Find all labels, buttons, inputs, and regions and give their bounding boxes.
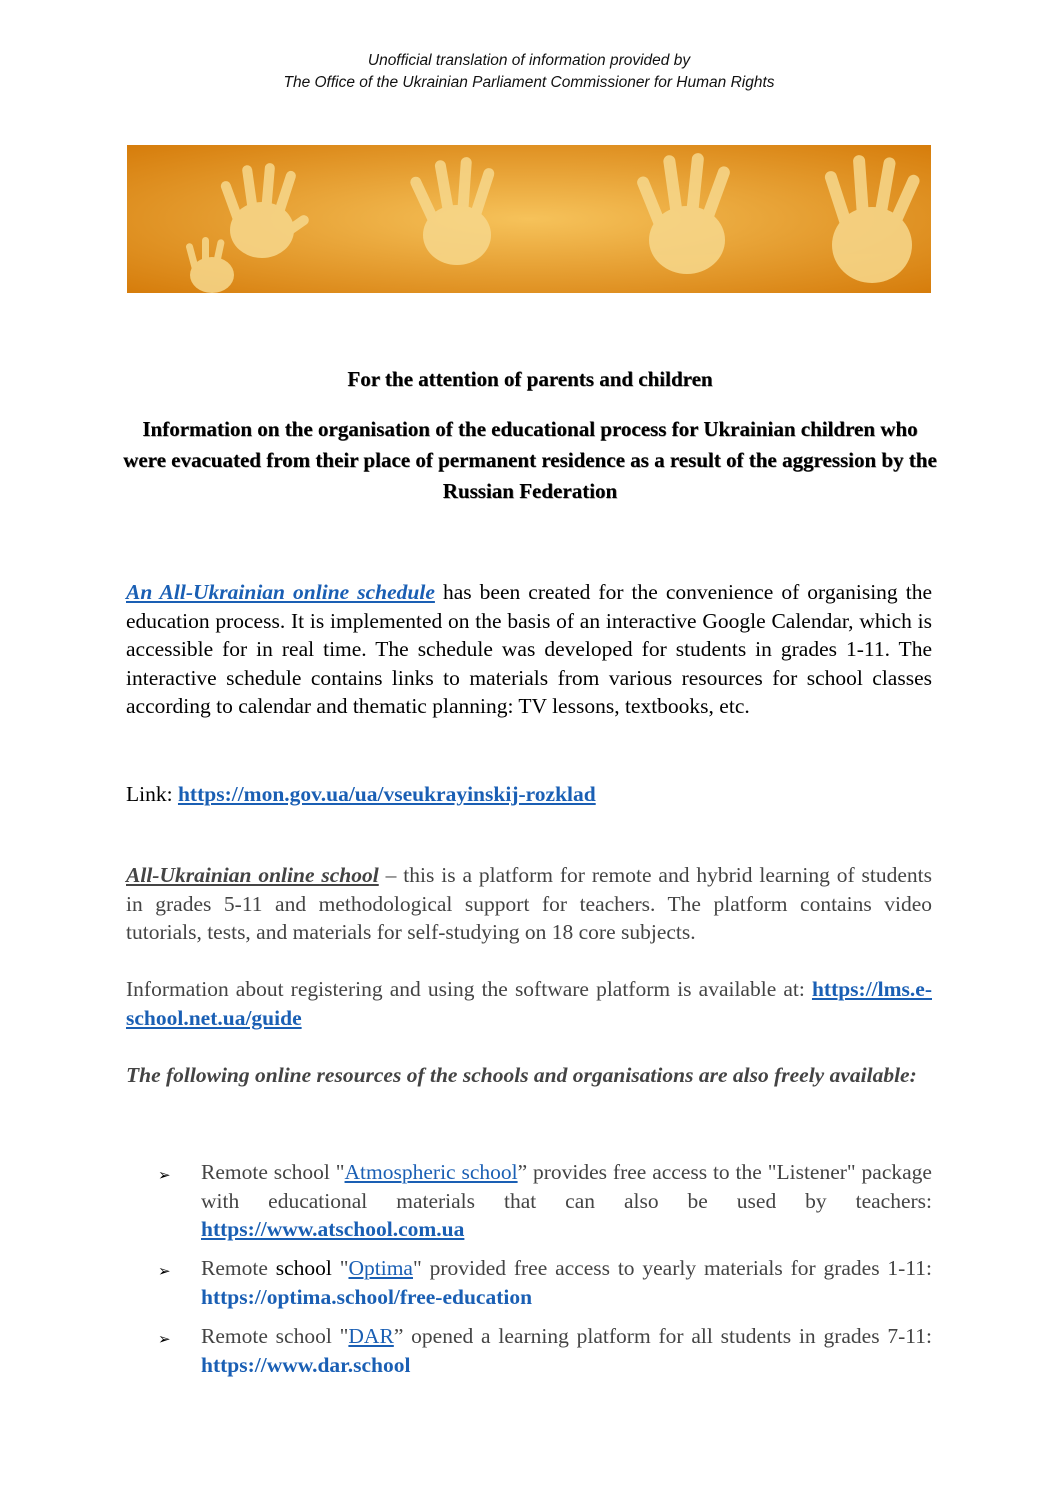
schedule-body: has been created for the convenience of organising the education process. It is implemented on the basis of an interactive Google Calendar, which is accessible for in real time. The schedule was developed for students in grades 1-11. The interactive schedule contains links to materials from various resources for school classes according to calendar and thematic planning: TV lessons, textbooks, etc.	[126, 580, 932, 719]
translation-note-line2: The Office of the Ukrainian Parliament Commissioner for Human Rights	[283, 74, 775, 91]
online-school-paragraph	[126, 861, 932, 947]
resource-text: Remote school "Atmospheric school” provides free access to the "Listener" package with educational materials that can also be used by teachers: https://www.atschool.com.ua	[201, 1160, 932, 1242]
optima-url[interactable]: https://optima.school/free-education	[201, 1284, 533, 1309]
schedule-paragraph	[126, 578, 932, 721]
schedule-url[interactable]: https://mon.gov.ua/ua/vseukrayinskij-rozklad	[177, 782, 596, 806]
resource-text: Remote school "DAR” opened a learning platform for all students in grades 7-11: https://www.dar.school	[201, 1324, 932, 1377]
registration-text: Information about registering and using the software platform is available at:	[126, 977, 812, 1001]
schedule-link-line	[126, 780, 932, 809]
document-title: Information on the organisation of the educational process for Ukrainian children who were evacuated from their place of permanent residence as a result of the aggression by the Russian Federation	[123, 417, 937, 503]
resources-intro: The following online resources of the schools and organisations are also freely available:	[126, 1063, 917, 1087]
link-label: Link:	[126, 782, 178, 806]
arrow-bullet-icon: ➢	[158, 1262, 171, 1280]
optima-link[interactable]: Optima	[348, 1256, 413, 1280]
schedule-link[interactable]: An All-Ukrainian online schedule	[126, 580, 435, 604]
online-school-body: – this is a platform for remote and hybrid learning of students in grades 5-11 and methodological support for teachers. The platform contains video tutorials, tests, and materials for self-studying on 18 core subjects.	[126, 863, 932, 945]
guide-url[interactable]: https://lms.e-school.net.ua/guide	[126, 977, 932, 1030]
translation-note-line1: Unofficial translation of information provided by	[367, 52, 691, 69]
dar-link[interactable]: DAR	[348, 1324, 394, 1348]
online-school-title[interactable]: All-Ukrainian online school	[126, 863, 379, 887]
arrow-bullet-icon: ➢	[158, 1330, 171, 1348]
dar-url[interactable]: https://www.dar.school	[201, 1352, 411, 1377]
attention-heading: For the attention of parents and children	[347, 367, 713, 391]
registration-info	[126, 975, 932, 1032]
atschool-url[interactable]: https://www.atschool.com.ua	[201, 1217, 465, 1242]
atmospheric-school-link[interactable]: Atmospheric school	[344, 1160, 518, 1184]
hands-banner-image	[127, 145, 931, 293]
resource-text: Remote school "Optima" provided free access to yearly materials for grades 1-11: https://optima.school/free-education	[201, 1256, 933, 1309]
translation-note	[0, 50, 1058, 94]
arrow-bullet-icon: ➢	[158, 1166, 171, 1184]
